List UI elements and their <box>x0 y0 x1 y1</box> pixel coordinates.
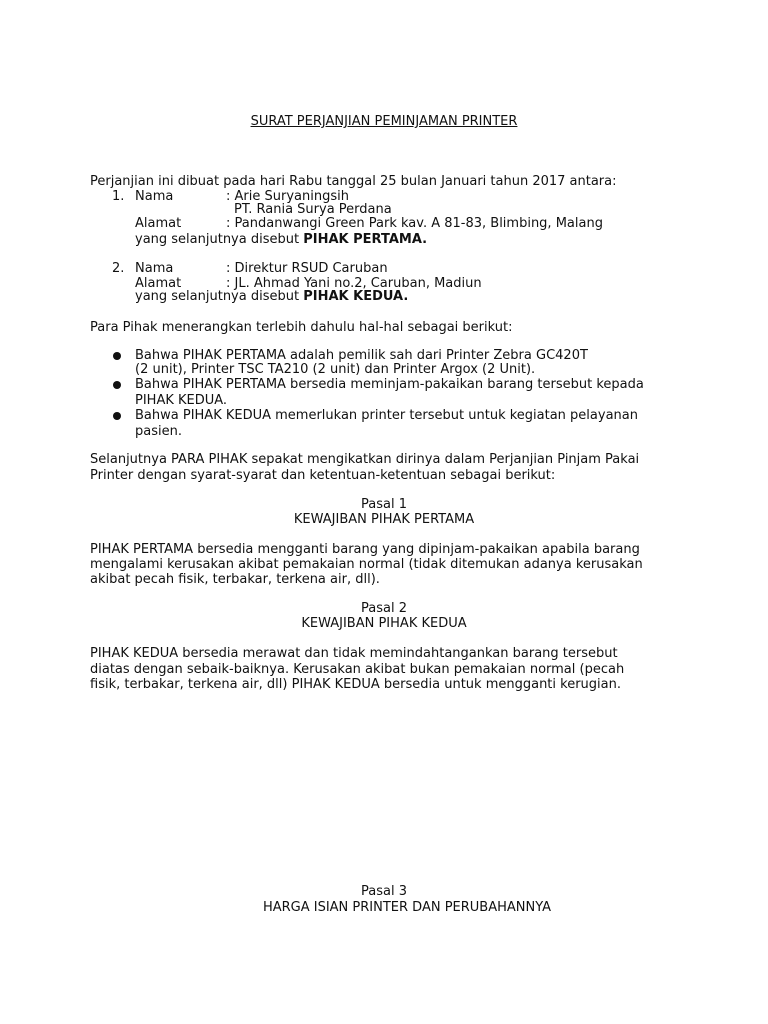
party-1-company: PT. Rania Surya Perdana <box>234 202 392 217</box>
party-2-designation-name: PIHAK KEDUA. <box>303 289 409 304</box>
party-2-designation <box>135 289 408 305</box>
party-1-designation-prefix: yang selanjutnya disebut <box>135 232 304 247</box>
party-2-designation-prefix: yang selanjutnya disebut <box>135 289 304 304</box>
list-item-line: (2 unit), Printer TSC TA210 (2 unit) dan Printer Argox (2 Unit). <box>135 362 536 377</box>
bullet-icon <box>113 412 121 420</box>
preamble-text: Para Pihak menerangkan terlebih dahulu hal-hal sebagai berikut: <box>90 320 513 335</box>
party-1-address-label: Alamat <box>135 216 182 231</box>
agreement-line: Printer dengan syarat-syarat dan ketentuan-ketentuan sebagai berikut: <box>90 468 556 483</box>
pasal-3-number: Pasal 3 <box>361 884 407 899</box>
party-1-designation-name: PIHAK PERTAMA. <box>303 232 428 247</box>
pasal-2-number: Pasal 2 <box>361 601 407 616</box>
party-1-designation <box>135 232 427 248</box>
pasal-1-line: mengalami kerusakan akibat pemakaian normal (tidak ditemukan adanya kerusakan <box>90 557 643 572</box>
pasal-2-line: PIHAK KEDUA bersedia merawat dan tidak memindahtangankan barang tersebut <box>90 646 618 661</box>
document-title: SURAT PERJANJIAN PEMINJAMAN PRINTER <box>250 114 518 129</box>
pasal-1-number: Pasal 1 <box>361 497 407 512</box>
list-item-line: PIHAK KEDUA. <box>135 393 228 408</box>
list-item-line: Bahwa PIHAK PERTAMA adalah pemilik sah dari Printer Zebra GC420T <box>135 348 588 363</box>
intro-text: Perjanjian ini dibuat pada hari Rabu tanggal 25 bulan Januari tahun 2017 antara: <box>90 174 617 189</box>
pasal-2-line: diatas dengan sebaik-baiknya. Kerusakan akibat bukan pemakaian normal (pecah <box>90 662 625 677</box>
party-2-name-value: : Direktur RSUD Caruban <box>226 261 388 276</box>
pasal-2-heading: KEWAJIBAN PIHAK KEDUA <box>301 616 467 631</box>
list-item-line: pasien. <box>135 424 182 439</box>
list-item-line: Bahwa PIHAK PERTAMA bersedia meminjam-pakaikan barang tersebut kepada <box>135 377 644 392</box>
pasal-2-line: fisik, terbakar, terkena air, dll) PIHAK KEDUA bersedia untuk mengganti kerugian. <box>90 677 622 692</box>
pasal-1-line: PIHAK PERTAMA bersedia mengganti barang yang dipinjam-pakaikan apabila barang <box>90 542 640 557</box>
party-2-address-value: : JL. Ahmad Yani no.2, Caruban, Madiun <box>226 276 482 291</box>
list-item-line: Bahwa PIHAK KEDUA memerlukan printer tersebut untuk kegiatan pelayanan <box>135 408 638 423</box>
party-1-name-value: : Arie Suryaningsih <box>226 189 349 204</box>
bullet-icon <box>113 352 121 360</box>
pasal-3-heading: HARGA ISIAN PRINTER DAN PERUBAHANNYA <box>262 900 552 915</box>
party-1-name-label: Nama <box>135 189 174 204</box>
party-2-number: 2. <box>112 261 125 276</box>
bullet-icon <box>113 381 121 389</box>
party-2-address-label: Alamat <box>135 276 182 291</box>
party-1-address-value: : Pandanwangi Green Park kav. A 81-83, Blimbing, Malang <box>226 216 603 231</box>
pasal-1-heading: KEWAJIBAN PIHAK PERTAMA <box>293 512 475 527</box>
party-1-number: 1. <box>112 189 125 204</box>
pasal-1-line: akibat pecah fisik, terbakar, terkena air, dll). <box>90 572 380 587</box>
agreement-line: Selanjutnya PARA PIHAK sepakat mengikatkan dirinya dalam Perjanjian Pinjam Pakai <box>90 452 640 467</box>
party-2-name-label: Nama <box>135 261 174 276</box>
